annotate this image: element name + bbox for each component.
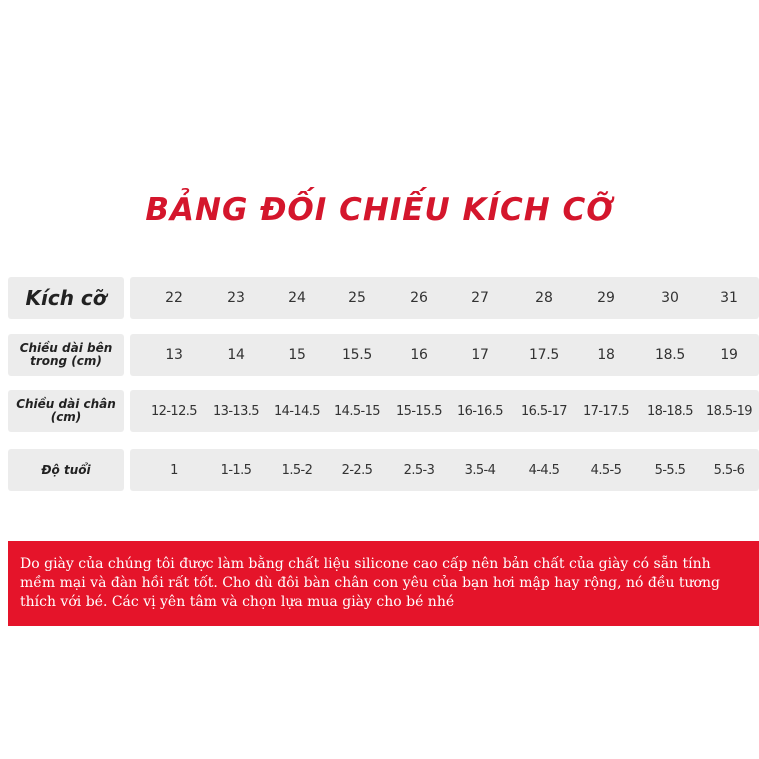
table-cell: 2-2.5 bbox=[341, 462, 373, 478]
table-cell: 17.5 bbox=[529, 347, 559, 363]
table-cell: 4-4.5 bbox=[528, 462, 560, 478]
table-cell: 18.5 bbox=[655, 347, 685, 363]
row-label-age: Độ tuổi bbox=[8, 449, 124, 491]
table-cell: 1 bbox=[170, 462, 178, 478]
table-cell: 15.5 bbox=[342, 347, 372, 363]
table-cell: 12-12.5 bbox=[151, 403, 197, 419]
table-cell: 2.5-3 bbox=[403, 462, 435, 478]
table-cell: 27 bbox=[471, 290, 489, 306]
table-cell: 5-5.5 bbox=[654, 462, 686, 478]
table-cell: 13 bbox=[165, 347, 183, 363]
table-cell: 1-1.5 bbox=[220, 462, 252, 478]
table-cell: 15-15.5 bbox=[396, 403, 442, 419]
table-cell: 16.5-17 bbox=[521, 403, 567, 419]
table-cell: 4.5-5 bbox=[590, 462, 622, 478]
table-cell: 16-16.5 bbox=[457, 403, 503, 419]
table-row-inner-length bbox=[8, 334, 759, 376]
table-cell: 16 bbox=[410, 347, 428, 363]
row-label-inner-length: Chiều dài bên trong (cm) bbox=[8, 334, 124, 376]
table-cell: 24 bbox=[288, 290, 306, 306]
table-cell: 14 bbox=[227, 347, 245, 363]
table-cell: 18-18.5 bbox=[647, 403, 693, 419]
table-cell: 14.5-15 bbox=[334, 403, 380, 419]
table-row-foot-length bbox=[8, 390, 759, 432]
table-cell: 28 bbox=[535, 290, 553, 306]
table-cell: 22 bbox=[165, 290, 183, 306]
row-label-foot-length: Chiều dài chân (cm) bbox=[8, 390, 124, 432]
table-cell: 30 bbox=[661, 290, 679, 306]
table-cell: 29 bbox=[597, 290, 615, 306]
row-cells-age bbox=[130, 449, 759, 491]
table-cell: 26 bbox=[410, 290, 428, 306]
table-row-size bbox=[8, 277, 759, 319]
row-label-size: Kích cỡ bbox=[8, 277, 124, 319]
table-cell: 3.5-4 bbox=[464, 462, 496, 478]
table-cell: 31 bbox=[720, 290, 738, 306]
page-title: BẢNG ĐỐI CHIẾU KÍCH CỠ bbox=[145, 192, 614, 228]
row-cells-inner-length bbox=[130, 334, 759, 376]
table-cell: 17 bbox=[471, 347, 489, 363]
row-cells-size bbox=[130, 277, 759, 319]
table-cell: 19 bbox=[720, 347, 738, 363]
info-banner-text: Do giày của chúng tôi được làm bằng chất liệu silicone cao cấp nên bản chất của giày có sẵn tính mềm mại và đàn hồi rất tốt. Cho dù đôi bàn chân con yêu của bạn hơi mập hay rộng, nó đều tương thích với bé. Các vị yên tâm và chọn lựa mua giày cho bé nhé bbox=[20, 556, 720, 610]
row-cells-foot-length bbox=[130, 390, 759, 432]
table-row-age bbox=[8, 449, 759, 491]
table-cell: 17-17.5 bbox=[583, 403, 629, 419]
table-cell: 13-13.5 bbox=[213, 403, 259, 419]
info-banner bbox=[8, 541, 759, 626]
table-cell: 5.5-6 bbox=[713, 462, 745, 478]
table-cell: 1.5-2 bbox=[281, 462, 313, 478]
table-cell: 18.5-19 bbox=[706, 403, 752, 419]
table-cell: 23 bbox=[227, 290, 245, 306]
table-cell: 25 bbox=[348, 290, 366, 306]
table-cell: 18 bbox=[597, 347, 615, 363]
table-cell: 14-14.5 bbox=[274, 403, 320, 419]
table-cell: 15 bbox=[288, 347, 306, 363]
